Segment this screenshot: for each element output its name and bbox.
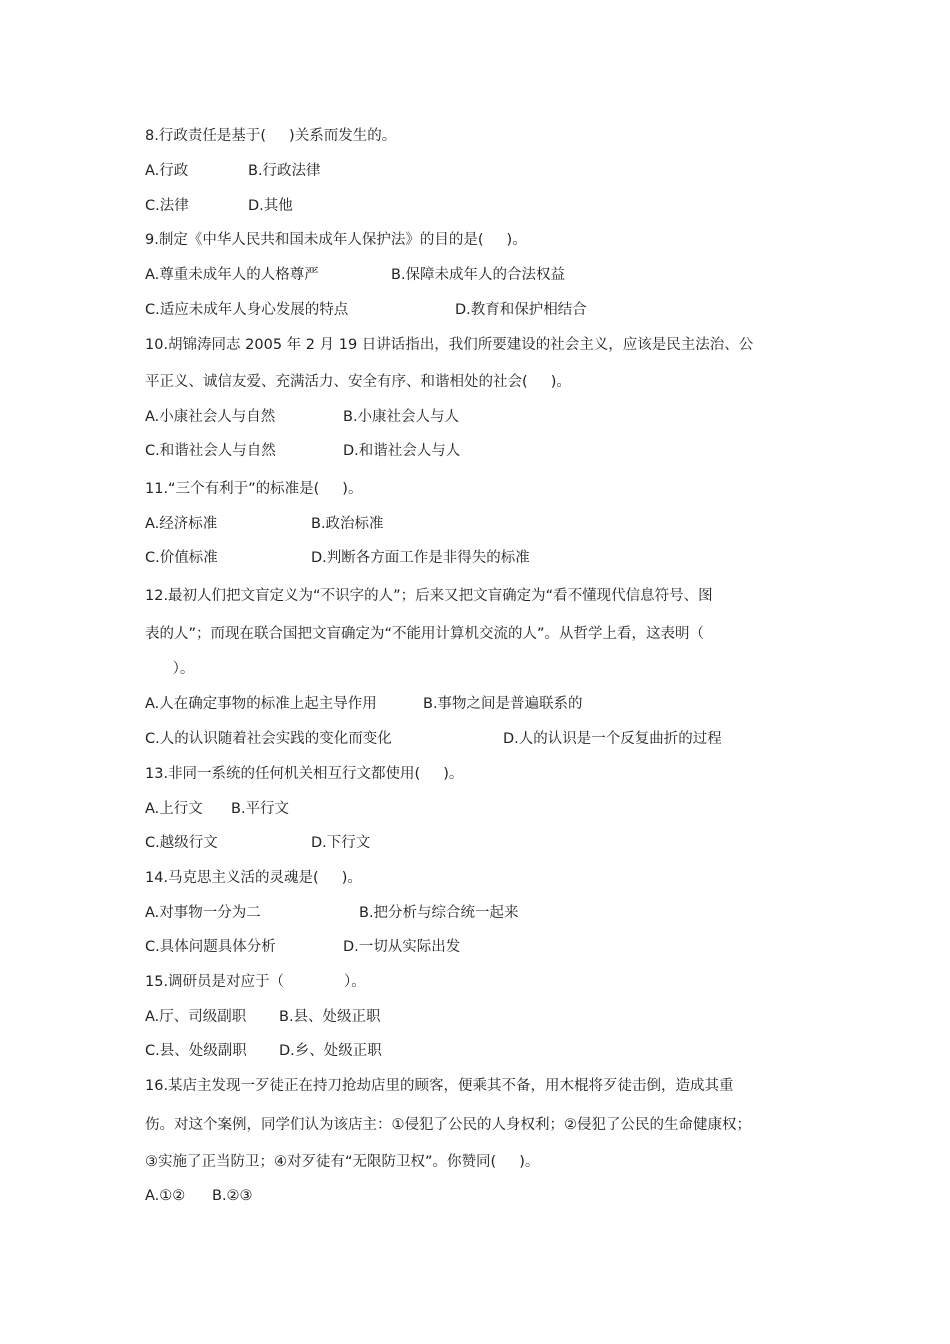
- question-16-stem-line-1: 16.某店主发现一歹徒正在持刀抢劫店里的顾客，便乘其不备，用木棍将歹徒击倒，造成其重: [145, 1078, 734, 1094]
- question-10-option-c: C.和谐社会人与自然: [145, 443, 276, 459]
- question-8-option-a: A.行政: [145, 163, 189, 179]
- question-10-option-b: B.小康社会人与人: [343, 409, 460, 425]
- question-11-option-a: A.经济标准: [145, 516, 218, 532]
- question-9-option-c: C.适应未成年人身心发展的特点: [145, 302, 349, 318]
- question-16-stem-line-3: ③实施了正当防卫；④对歹徒有“无限防卫权”。你赞同( )。: [145, 1154, 540, 1170]
- question-13-option-c: C.越级行文: [145, 835, 218, 851]
- question-16-option-a: A.①②: [145, 1188, 186, 1204]
- question-14-option-d: D.一切从实际出发: [343, 939, 461, 955]
- question-12-stem-line-2: 表的人”；而现在联合国把文盲确定为“不能用计算机交流的人”。从哲学上看，这表明（: [145, 626, 705, 642]
- question-11-option-d: D.判断各方面工作是非得失的标准: [311, 550, 530, 566]
- question-14-option-c: C.具体问题具体分析: [145, 939, 276, 955]
- question-14-option-a: A.对事物一分为二: [145, 905, 261, 921]
- question-8-option-d: D.其他: [248, 198, 293, 214]
- question-11-option-b: B.政治标准: [311, 516, 384, 532]
- question-10-option-d: D.和谐社会人与人: [343, 443, 461, 459]
- question-10-stem-line-2: 平正义、诚信友爱、充满活力、安全有序、和谐相处的社会( )。: [145, 374, 571, 390]
- question-8-option-c: C.法律: [145, 198, 189, 214]
- question-15-option-b: B.县、处级正职: [279, 1009, 381, 1025]
- question-9-option-b: B.保障未成年人的合法权益: [391, 267, 566, 283]
- question-9-option-d: D.教育和保护相结合: [455, 302, 587, 318]
- question-12-option-b: B.事物之间是普遍联系的: [423, 696, 583, 712]
- question-13-stem: 13.非同一系统的任何机关相互行文都使用( )。: [145, 766, 464, 782]
- question-14-stem: 14.马克思主义活的灵魂是( )。: [145, 870, 362, 886]
- question-10-stem-line-1: 10.胡锦涛同志 2005 年 2 月 19 日讲话指出，我们所要建设的社会主义，应该是民主法治、公: [145, 337, 754, 353]
- question-12-option-c: C.人的认识随着社会实践的变化而变化: [145, 731, 392, 747]
- question-13-option-a: A.上行文: [145, 801, 203, 817]
- question-15-option-d: D.乡、处级正职: [279, 1043, 382, 1059]
- question-13-option-b: B.平行文: [231, 801, 290, 817]
- question-12-stem-line-3: ）。: [145, 661, 195, 677]
- question-14-option-b: B.把分析与综合统一起来: [359, 905, 519, 921]
- question-16-stem-line-2: 伤。对这个案例，同学们认为该店主：①侵犯了公民的人身权利；②侵犯了公民的生命健康权；: [145, 1117, 751, 1133]
- question-9-option-a: A.尊重未成年人的人格尊严: [145, 267, 319, 283]
- question-11-option-c: C.价值标准: [145, 550, 218, 566]
- question-12-option-a: A.人在确定事物的标准上起主导作用: [145, 696, 377, 712]
- question-15-stem: 15.调研员是对应于（ ）。: [145, 974, 366, 990]
- question-9-stem: 9.制定《中华人民共和国未成年人保护法》的目的是( )。: [145, 232, 527, 248]
- question-8-stem: 8.行政责任是基于( )关系而发生的。: [145, 128, 397, 144]
- question-13-option-d: D.下行文: [311, 835, 371, 851]
- question-12-option-d: D.人的认识是一个反复曲折的过程: [503, 731, 722, 747]
- question-8-option-b: B.行政法律: [248, 163, 321, 179]
- question-12-stem-line-1: 12.最初人们把文盲定义为“不识字的人”；后来又把文盲确定为“看不懂现代信息符号、图: [145, 588, 713, 604]
- question-15-option-a: A.厅、司级副职: [145, 1009, 247, 1025]
- question-15-option-c: C.县、处级副职: [145, 1043, 247, 1059]
- question-11-stem: 11.“三个有利于”的标准是( )。: [145, 481, 363, 497]
- question-16-option-b: B.②③: [212, 1188, 253, 1204]
- question-10-option-a: A.小康社会人与自然: [145, 409, 276, 425]
